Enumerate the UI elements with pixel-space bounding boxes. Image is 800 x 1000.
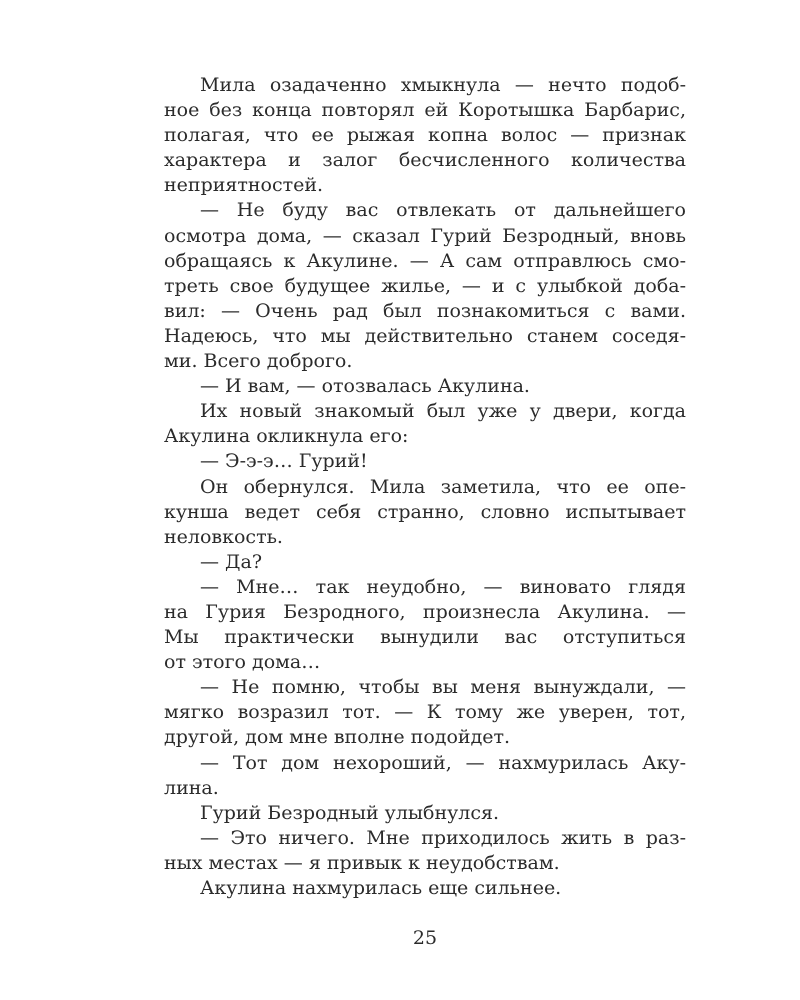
book-page-text [164,73,686,901]
text-line-32: ных местах — я привык к неудобствам. [164,851,560,874]
text-line-7: осмотра дома, — сказал Гурий Безродный, вновь [164,224,686,247]
text-line-4: характера и залог бесчисленного количества [164,149,686,172]
text-line-22: на Гурия Безродного, произнесла Акулина. — [164,600,686,623]
text-line-10: вил: — Очень рад был познакомиться с вами. [164,299,686,322]
text-line-19: неловкость. [164,525,283,548]
text-line-11: Надеюсь, что мы действительно станем соседя- [164,324,686,347]
text-line-6: — Не буду вас отвлекать от дальнейшего [200,199,686,222]
text-line-26: мягко возразил тот. — К тому же уверен, тот, [164,701,686,724]
text-line-1: Мила озадаченно хмыкнула — нечто подоб- [200,74,686,96]
text-line-12: ми. Всего доброго. [164,350,353,373]
text-line-15: Акулина окликнула его: [164,425,409,448]
text-line-29: лина. [164,776,219,799]
text-line-3: полагая, что ее рыжая копна волос — признак [164,124,686,147]
text-line-16: — Э-э-э… Гурий! [200,450,368,473]
text-line-5: неприятностей. [164,174,324,197]
text-line-9: треть свое будущее жилье, — и с улыбкой доба- [164,274,686,297]
page-number: 25 [412,927,438,949]
text-line-17: Он обернулся. Мила заметила, что ее опе- [200,475,686,498]
text-line-21: — Мне… так неудобно, — виновато глядя [200,575,686,598]
text-line-14: Их новый знакомый был уже у двери, когда [200,400,686,423]
text-line-8: обращаясь к Акулине. — А сам отправлюсь смо- [164,249,686,272]
text-line-28: — Тот дом нехороший, — нахмурилась Аку- [200,751,686,774]
text-line-27: другой, дом мне вполне подойдет. [164,726,511,749]
text-line-30: Гурий Безродный улыбнулся. [200,801,500,824]
text-line-23: Мы практически вынудили вас отступиться [164,626,686,649]
text-line-25: — Не помню, чтобы вы меня вынуждали, — [200,676,686,699]
text-line-33: Акулина нахмурилась еще сильнее. [200,877,562,899]
text-line-18: кунша ведет себя странно, словно испытывает [164,500,686,523]
text-line-31: — Это ничего. Мне приходилось жить в раз- [200,826,686,849]
text-line-24: от этого дома… [164,651,321,674]
text-line-2: ное без конца повторял ей Коротышка Барбарис, [164,99,686,122]
text-line-13: — И вам, — отозвалась Акулина. [200,375,530,398]
text-line-20: — Да? [200,550,263,573]
